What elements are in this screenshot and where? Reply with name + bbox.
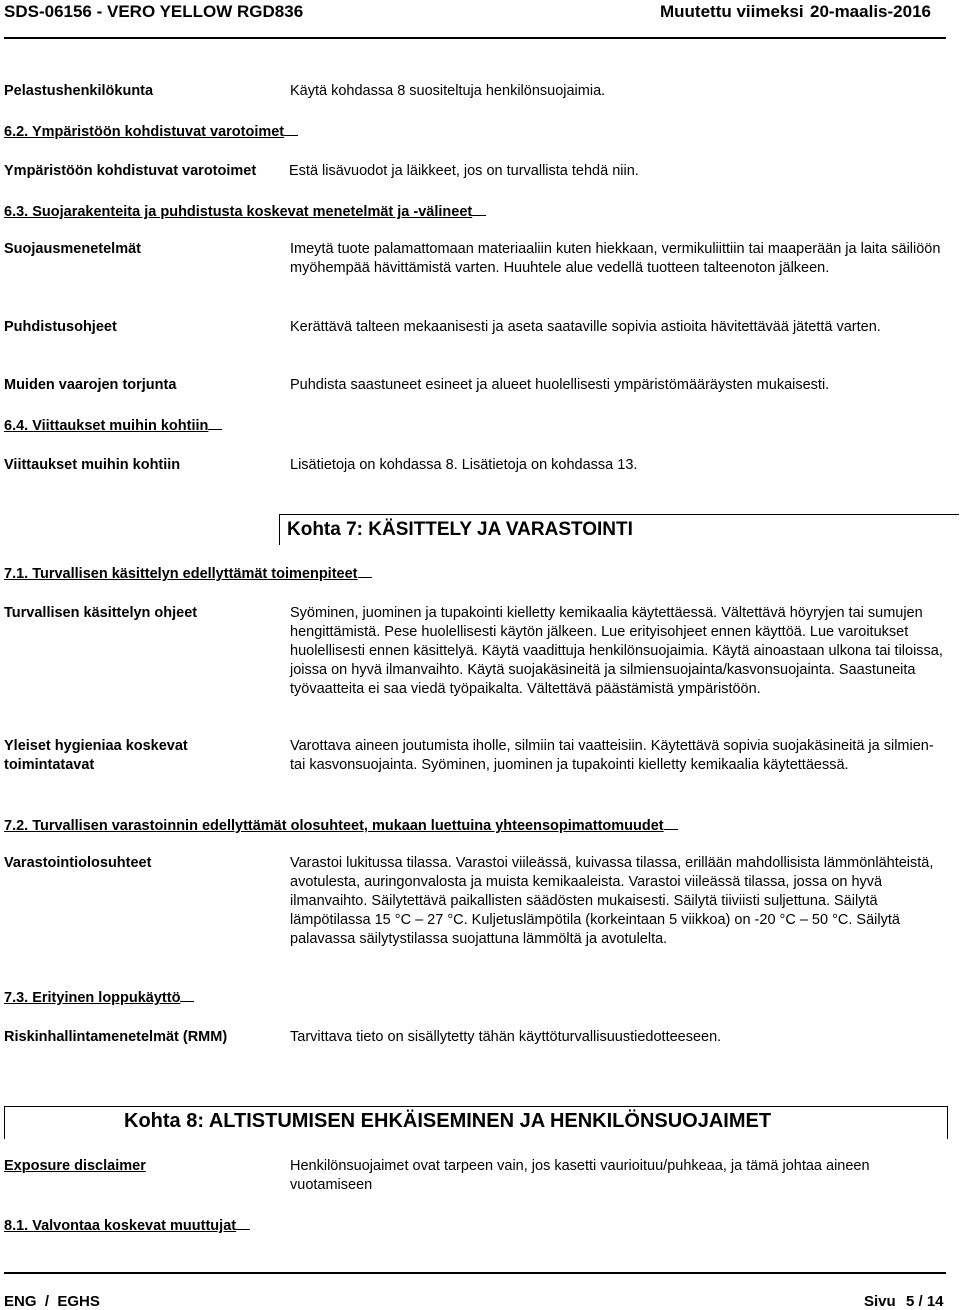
rescue-personnel-text: Käytä kohdassa 8 suositeltuja henkilönsuojaimia. — [290, 83, 606, 99]
env-precautions-label: Ympäristöön kohdistuvat varotoimet — [4, 163, 257, 179]
containment-text: Imeytä tuote palamattomaan materiaaliin kuten hiekkaan, vermikuliittiin tai maaperään ja laita säiliöön myöhempää hävittämistä varten. Huuhtele alue vedellä tuotteen talteenoton jälkeen. — [290, 241, 941, 276]
rmm-label: Riskinhallintamenetelmät (RMM) — [4, 1029, 228, 1045]
section-7-1-heading: 7.1. Turvallisen käsittelyn edellyttämät toimenpiteet — [4, 564, 372, 582]
footer-language: ENG / EGHS — [4, 1293, 100, 1310]
containment-label: Suojausmenetelmät — [4, 241, 141, 257]
env-precautions-text: Estä lisävuodot ja läikkeet, jos on turvallista tehdä niin. — [289, 163, 639, 179]
exposure-disclaimer-text: Henkilönsuojaimet ovat tarpeen vain, jos kasetti vaurioituu/puhkeaa, ja tämä johtaa aineen vuotamiseen — [290, 1158, 870, 1193]
footer-rule — [4, 1272, 946, 1274]
hygiene-label: Yleiset hygieniaa koskevat toimintatavat — [4, 738, 188, 773]
footer-page-label: Sivu — [864, 1293, 896, 1310]
header-rule — [4, 37, 946, 39]
hygiene-text: Varottava aineen joutumista iholle, silmiin tai vaatteisiin. Käytettävä sopivia suojakäsineitä ja silmien- tai kasvonsuojainta. Syöminen, juominen ja tupakointi kielletty kemikaalia käytettäessä. — [290, 738, 934, 773]
exposure-disclaimer-label: Exposure disclaimer — [4, 1158, 146, 1174]
section-8-1-heading: 8.1. Valvontaa koskevat muuttujat — [4, 1216, 250, 1234]
storage-label: Varastointiolosuhteet — [4, 855, 152, 871]
references-label: Viittaukset muihin kohtiin — [4, 457, 181, 473]
section-7-title: Kohta 7: KÄSITTELY JA VARASTOINTI — [287, 519, 633, 540]
footer-page-number: 5 / 14 — [906, 1293, 944, 1310]
references-text: Lisätietoja on kohdassa 8. Lisätietoja on kohdassa 13. — [290, 457, 638, 473]
cleanup-text: Kerättävä talteen mekaanisesti ja aseta saataville sopivia astioita hävitettävää jätettä varten. — [290, 319, 881, 335]
safe-handling-label: Turvallisen käsittelyn ohjeet — [4, 605, 198, 621]
section-6-2-heading: 6.2. Ympäristöön kohdistuvat varotoimet — [4, 122, 298, 140]
section-8-title: Kohta 8: ALTISTUMISEN EHKÄISEMINEN JA HENKILÖNSUOJAIMET — [124, 1110, 772, 1132]
section-6-4-heading: 6.4. Viittaukset muihin kohtiin — [4, 416, 222, 434]
section-7-3-heading: 7.3. Erityinen loppukäyttö — [4, 988, 194, 1006]
section-6-3-heading: 6.3. Suojarakenteita ja puhdistusta koskevat menetelmät ja -välineet — [4, 202, 486, 220]
document-id: SDS-06156 - VERO YELLOW RGD836 — [4, 2, 304, 21]
rescue-personnel-label: Pelastushenkilökunta — [4, 83, 154, 99]
revised-date: 20-maalis-2016 — [810, 2, 931, 21]
other-hazards-label: Muiden vaarojen torjunta — [4, 377, 177, 393]
section-7-2-heading: 7.2. Turvallisen varastoinnin edellyttämät olosuhteet, mukaan luettuina yhteensopimattomuudet — [4, 816, 678, 834]
revised-label: Muutettu viimeksi — [660, 2, 804, 21]
safe-handling-text: Syöminen, juominen ja tupakointi kielletty kemikaalia käytettäessä. Vältettävä höyryjen tai sumujen hengittämistä. Pese huolellisesti käytön jälkeen. Lue erityisohjeet ennen käyttöä. Lue varoitukset huolellisesti ennen käsittelyä. Käytä vaadittuja henkilönsuojaimia. Käytä ainoastaan ulkona tai tiloissa, joissa on hyvä ilmanvaihto. Käytä suojakäsineitä ja silmiensuojainta/kasvonsuojainta. Saastuneita työvaatteita ei saa viedä työpaikalta. Vältettävä päästämistä ympäristöön. — [290, 605, 943, 697]
other-hazards-text: Puhdista saastuneet esineet ja alueet huolellisesti ympäristömääräysten mukaisesti. — [290, 377, 830, 393]
cleanup-label: Puhdistusohjeet — [4, 319, 117, 335]
storage-text: Varastoi lukitussa tilassa. Varastoi viileässä, kuivassa tilassa, erillään mahdollisista lämmönlähteistä, avotulesta, auringonvalosta ja muista kemikaaleista. Varastoi viileässä tilassa, jossa on hyvä ilmanvaihto. Säilytettävä paikallisten säädösten mukaisesti. Säilytä tiiviisti suljettuna. Säilytä lämpötilassa 15 °C – 27 °C. Kuljetuslämpötila (korkeintaan 5 viikkoa) on -20 °C – 50 °C. Säilytä palavassa säilytystilassa suojattuna lämmöltä ja avotulelta. — [290, 855, 934, 947]
rmm-text: Tarvittava tieto on sisällytetty tähän käyttöturvallisuustiedotteeseen. — [290, 1029, 722, 1045]
